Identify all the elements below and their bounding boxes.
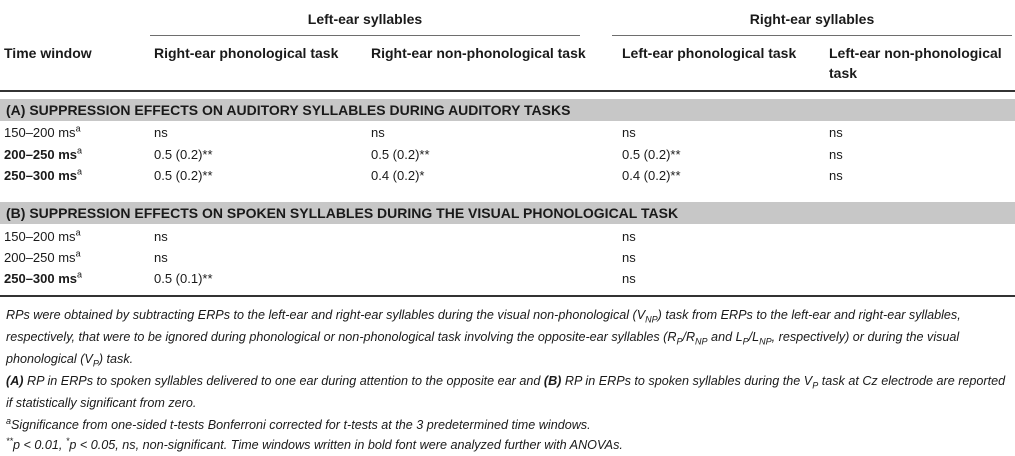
- row-b3-c1: 0.5 (0.1)**: [154, 271, 213, 286]
- row-a1-c2: ns: [371, 125, 385, 140]
- row-a3-c1: 0.5 (0.2)**: [154, 168, 213, 183]
- col-header-time-window: Time window: [4, 45, 92, 61]
- footnote-pvalues: **p < 0.01, *p < 0.05, ns, non-significant. Time windows written in bold font were analyzed further with ANOVAs.: [6, 435, 623, 452]
- row-a1-c1: ns: [154, 125, 168, 140]
- section-a-bar: [0, 99, 1015, 121]
- row-a3-c3: 0.4 (0.2)**: [622, 168, 681, 183]
- section-b-bar: [0, 202, 1015, 224]
- row-a1-c4: ns: [829, 125, 843, 140]
- col-header-left-ear-phon: Left-ear phonological task: [622, 45, 797, 61]
- table-bottom-rule: [0, 295, 1015, 297]
- col-header-right-ear-nonphon: Right-ear non-phonological task: [371, 45, 586, 61]
- row-b2-c1: ns: [154, 250, 168, 265]
- row-b1-c1: ns: [154, 229, 168, 244]
- row-a3-c2: 0.4 (0.2)*: [371, 168, 425, 183]
- row-b3-time: 250–300 $ms^a$: [4, 269, 83, 286]
- footnote-rp-definition: RPs were obtained by subtracting ERPs to the left-ear and right-ear syllables during the visual non-phonological $(V_{NP})$ task from ERPs to the left-ear and right-ear syllables, respectively, that were to be ignored during phonological or non-phonological task involving the opposite-ear syllables ($R_P/R_{NP}$ and $L_P/L_{NP}$, respectively) or during the visual phonological $(V_P)$ task.: [6, 308, 961, 369]
- col-header-left-ear-nonphon: Left-ear non-phonological task: [829, 45, 1002, 81]
- row-a2-c4: ns: [829, 147, 843, 162]
- group-underline-left: [150, 35, 580, 36]
- footnote-sections: (A) RP in ERPs to spoken syllables delivered to one ear during attention to the opposite ear and (B) RP in ERPs to spoken syllables during the $V_P$ task at Cz electrode are reported if statistically significant from zero.: [6, 374, 1006, 410]
- row-b2-time: 200–250 $ms^a$: [4, 248, 81, 265]
- row-a1-time: 150–200 $ms^a$: [4, 123, 81, 140]
- row-a2-c2: 0.5 (0.2)**: [371, 147, 430, 162]
- section-a-title: (A) SUPPRESSION EFFECTS ON AUDITORY SYLLABLES DURING AUDITORY TASKS: [6, 102, 571, 118]
- row-b1-c3: ns: [622, 229, 636, 244]
- row-a3-c4: ns: [829, 168, 843, 183]
- row-b2-c3: ns: [622, 250, 636, 265]
- section-b-title: (B) SUPPRESSION EFFECTS ON SPOKEN SYLLABLES DURING THE VISUAL PHONOLOGICAL TASK: [6, 205, 679, 221]
- row-a3-time: 250–300 $ms^a$: [4, 166, 83, 183]
- row-b1-time: 150–200 $ms^a$: [4, 227, 81, 244]
- group-header-left-ear: Left-ear syllables: [307, 11, 423, 27]
- group-underline-right: [612, 35, 1012, 36]
- footnote-significance: $^a$Significance from one-sided t-tests Bonferroni corrected for t-tests at the 3 predetermined time windows.: [6, 415, 591, 432]
- group-header-right-ear: Right-ear syllables: [749, 11, 875, 27]
- row-a2-time: 200–250 $ms^a$: [4, 145, 83, 162]
- col-header-right-ear-phon: Right-ear phonological task: [154, 45, 339, 61]
- row-b3-c3: ns: [622, 271, 636, 286]
- row-a2-c1: 0.5 (0.2)**: [154, 147, 213, 162]
- header-rule: [0, 90, 1015, 92]
- row-a2-c3: 0.5 (0.2)**: [622, 147, 681, 162]
- row-a1-c3: ns: [622, 125, 636, 140]
